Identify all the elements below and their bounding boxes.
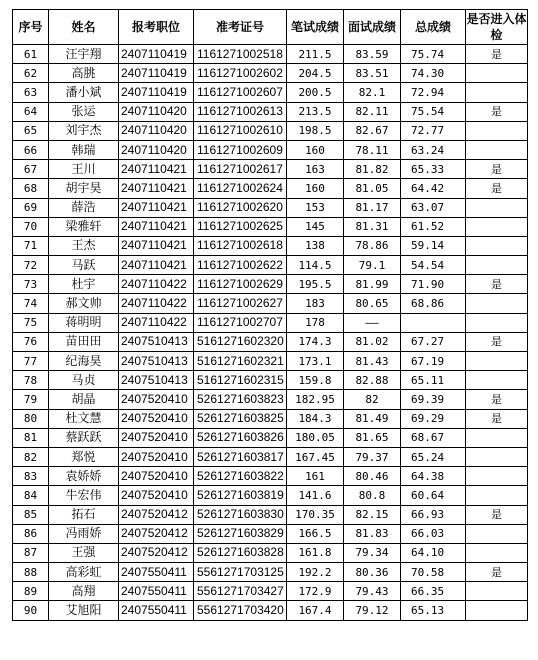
cell-total: 65.13 <box>401 601 466 620</box>
cell-written: 200.5 <box>287 83 344 102</box>
table-row <box>13 179 528 198</box>
table-body <box>13 45 528 621</box>
cell-exam-no: 5261271603817 <box>194 447 287 466</box>
cell-position: 2407110419 <box>119 45 194 64</box>
cell-seq: 89 <box>13 582 49 601</box>
table-row <box>13 428 528 447</box>
header-name: 姓名 <box>49 10 119 45</box>
cell-name: 马贞 <box>49 371 119 390</box>
cell-interview: 81.43 <box>344 352 401 371</box>
cell-exam-no: 1161271002607 <box>194 83 287 102</box>
cell-physical: 是 <box>466 563 528 582</box>
cell-name: 刘宇杰 <box>49 121 119 140</box>
cell-position: 2407110422 <box>119 313 194 332</box>
cell-interview: 78.11 <box>344 140 401 159</box>
cell-written: 167.4 <box>287 601 344 620</box>
cell-seq: 85 <box>13 505 49 524</box>
cell-exam-no: 1161271002617 <box>194 160 287 179</box>
cell-position: 2407510413 <box>119 332 194 351</box>
cell-position: 2407520410 <box>119 390 194 409</box>
cell-name: 蒋明明 <box>49 313 119 332</box>
cell-seq: 77 <box>13 352 49 371</box>
cell-seq: 83 <box>13 467 49 486</box>
cell-exam-no: 5261271603822 <box>194 467 287 486</box>
cell-total <box>401 313 466 332</box>
cell-position: 2407110421 <box>119 179 194 198</box>
cell-seq: 90 <box>13 601 49 620</box>
cell-physical <box>466 294 528 313</box>
cell-physical <box>466 313 528 332</box>
cell-position: 2407110422 <box>119 275 194 294</box>
cell-physical <box>466 352 528 371</box>
cell-exam-no: 1161271002625 <box>194 217 287 236</box>
cell-interview: 80.36 <box>344 563 401 582</box>
cell-exam-no: 5261271603829 <box>194 524 287 543</box>
cell-physical <box>466 83 528 102</box>
table-row <box>13 83 528 102</box>
cell-seq: 87 <box>13 543 49 562</box>
cell-name: 郝文帅 <box>49 294 119 313</box>
cell-exam-no: 5261271603826 <box>194 428 287 447</box>
table-row <box>13 256 528 275</box>
cell-seq: 71 <box>13 236 49 255</box>
cell-written: 160 <box>287 179 344 198</box>
table-row <box>13 543 528 562</box>
header-exam-no: 准考证号 <box>194 10 287 45</box>
cell-position: 2407550411 <box>119 563 194 582</box>
cell-total: 71.90 <box>401 275 466 294</box>
cell-name: 王强 <box>49 543 119 562</box>
cell-exam-no: 1161271002610 <box>194 121 287 140</box>
table-row <box>13 294 528 313</box>
cell-exam-no: 5261271603830 <box>194 505 287 524</box>
cell-interview: 79.34 <box>344 543 401 562</box>
cell-seq: 73 <box>13 275 49 294</box>
cell-position: 2407510413 <box>119 371 194 390</box>
cell-position: 2407110420 <box>119 102 194 121</box>
cell-interview: 79.1 <box>344 256 401 275</box>
cell-name: 杜宇 <box>49 275 119 294</box>
cell-interview: 82.67 <box>344 121 401 140</box>
cell-name: 苗田田 <box>49 332 119 351</box>
cell-exam-no: 1161271002618 <box>194 236 287 255</box>
cell-seq: 80 <box>13 409 49 428</box>
cell-written: 172.9 <box>287 582 344 601</box>
cell-exam-no: 1161271002624 <box>194 179 287 198</box>
cell-interview: 81.17 <box>344 198 401 217</box>
cell-name: 袁娇娇 <box>49 467 119 486</box>
table-row <box>13 160 528 179</box>
cell-total: 60.64 <box>401 486 466 505</box>
table-row <box>13 236 528 255</box>
table-row <box>13 198 528 217</box>
cell-name: 王川 <box>49 160 119 179</box>
cell-position: 2407110419 <box>119 83 194 102</box>
cell-total: 61.52 <box>401 217 466 236</box>
cell-total: 63.24 <box>401 140 466 159</box>
cell-physical: 是 <box>466 275 528 294</box>
cell-interview: 83.51 <box>344 64 401 83</box>
cell-written: 161.8 <box>287 543 344 562</box>
cell-physical: 是 <box>466 409 528 428</box>
cell-total: 72.77 <box>401 121 466 140</box>
cell-name: 冯雨娇 <box>49 524 119 543</box>
header-seq: 序号 <box>13 10 49 45</box>
cell-total: 66.03 <box>401 524 466 543</box>
cell-name: 高翔 <box>49 582 119 601</box>
table-row <box>13 332 528 351</box>
cell-seq: 67 <box>13 160 49 179</box>
header-interview: 面试成绩 <box>344 10 401 45</box>
cell-written: 159.8 <box>287 371 344 390</box>
cell-physical <box>466 217 528 236</box>
cell-exam-no: 1161271002602 <box>194 64 287 83</box>
cell-physical: 是 <box>466 179 528 198</box>
cell-name: 高彩虹 <box>49 563 119 582</box>
cell-position: 2407520410 <box>119 467 194 486</box>
cell-total: 65.33 <box>401 160 466 179</box>
cell-name: 薛浩 <box>49 198 119 217</box>
cell-position: 2407550411 <box>119 582 194 601</box>
header-position: 报考职位 <box>119 10 194 45</box>
cell-interview: 82 <box>344 390 401 409</box>
cell-seq: 84 <box>13 486 49 505</box>
cell-total: 75.74 <box>401 45 466 64</box>
cell-written: 178 <box>287 313 344 332</box>
cell-seq: 70 <box>13 217 49 236</box>
cell-physical <box>466 428 528 447</box>
cell-interview: 82.11 <box>344 102 401 121</box>
cell-position: 2407110421 <box>119 217 194 236</box>
cell-name: 潘小斌 <box>49 83 119 102</box>
cell-interview: 83.59 <box>344 45 401 64</box>
cell-physical <box>466 121 528 140</box>
cell-position: 2407110421 <box>119 256 194 275</box>
cell-position: 2407520410 <box>119 409 194 428</box>
cell-written: 213.5 <box>287 102 344 121</box>
cell-interview: 82.1 <box>344 83 401 102</box>
cell-written: 167.45 <box>287 447 344 466</box>
header-row <box>13 10 528 45</box>
cell-interview: 80.8 <box>344 486 401 505</box>
table-row <box>13 45 528 64</box>
cell-exam-no: 5561271703427 <box>194 582 287 601</box>
table-row <box>13 102 528 121</box>
cell-total: 64.10 <box>401 543 466 562</box>
cell-written: 170.35 <box>287 505 344 524</box>
cell-name: 梁雅轩 <box>49 217 119 236</box>
cell-position: 2407110420 <box>119 140 194 159</box>
cell-total: 72.94 <box>401 83 466 102</box>
cell-physical <box>466 601 528 620</box>
cell-position: 2407110422 <box>119 294 194 313</box>
cell-interview: 81.82 <box>344 160 401 179</box>
cell-total: 67.19 <box>401 352 466 371</box>
cell-interview: —— <box>344 313 401 332</box>
cell-total: 67.27 <box>401 332 466 351</box>
cell-position: 2407520410 <box>119 486 194 505</box>
header-physical: 是否进入体检 <box>466 10 528 45</box>
cell-name: 张运 <box>49 102 119 121</box>
cell-name: 杜文慧 <box>49 409 119 428</box>
cell-exam-no: 5261271603819 <box>194 486 287 505</box>
cell-name: 蔡跃跃 <box>49 428 119 447</box>
cell-exam-no: 5561271703125 <box>194 563 287 582</box>
cell-exam-no: 1161271002707 <box>194 313 287 332</box>
cell-total: 59.14 <box>401 236 466 255</box>
cell-total: 74.30 <box>401 64 466 83</box>
table-row <box>13 313 528 332</box>
cell-position: 2407520410 <box>119 447 194 466</box>
cell-interview: 79.43 <box>344 582 401 601</box>
cell-physical <box>466 64 528 83</box>
cell-physical <box>466 140 528 159</box>
cell-seq: 76 <box>13 332 49 351</box>
table-row <box>13 524 528 543</box>
cell-name: 纪海昊 <box>49 352 119 371</box>
cell-position: 2407520410 <box>119 428 194 447</box>
cell-name: 王杰 <box>49 236 119 255</box>
table-row <box>13 140 528 159</box>
cell-physical <box>466 524 528 543</box>
cell-seq: 75 <box>13 313 49 332</box>
cell-name: 牛宏伟 <box>49 486 119 505</box>
cell-exam-no: 5561271703420 <box>194 601 287 620</box>
cell-physical <box>466 256 528 275</box>
cell-name: 高朓 <box>49 64 119 83</box>
cell-seq: 82 <box>13 447 49 466</box>
cell-interview: 82.15 <box>344 505 401 524</box>
cell-written: 145 <box>287 217 344 236</box>
header-total: 总成绩 <box>401 10 466 45</box>
cell-written: 160 <box>287 140 344 159</box>
cell-seq: 86 <box>13 524 49 543</box>
cell-seq: 74 <box>13 294 49 313</box>
cell-interview: 81.65 <box>344 428 401 447</box>
cell-exam-no: 1161271002609 <box>194 140 287 159</box>
cell-exam-no: 1161271002629 <box>194 275 287 294</box>
cell-exam-no: 5161271602320 <box>194 332 287 351</box>
cell-total: 64.42 <box>401 179 466 198</box>
cell-total: 69.29 <box>401 409 466 428</box>
table-row <box>13 371 528 390</box>
cell-name: 拓石 <box>49 505 119 524</box>
table-row <box>13 217 528 236</box>
score-table <box>12 9 528 621</box>
cell-interview: 80.46 <box>344 467 401 486</box>
cell-seq: 64 <box>13 102 49 121</box>
cell-physical <box>466 582 528 601</box>
cell-physical <box>466 236 528 255</box>
cell-name: 艾旭阳 <box>49 601 119 620</box>
cell-written: 166.5 <box>287 524 344 543</box>
cell-interview: 82.88 <box>344 371 401 390</box>
cell-position: 2407110421 <box>119 236 194 255</box>
cell-total: 65.24 <box>401 447 466 466</box>
cell-written: 211.5 <box>287 45 344 64</box>
cell-seq: 72 <box>13 256 49 275</box>
cell-physical <box>466 371 528 390</box>
cell-seq: 66 <box>13 140 49 159</box>
cell-written: 182.95 <box>287 390 344 409</box>
cell-interview: 81.05 <box>344 179 401 198</box>
cell-interview: 79.12 <box>344 601 401 620</box>
cell-total: 68.86 <box>401 294 466 313</box>
cell-exam-no: 1161271002627 <box>194 294 287 313</box>
cell-exam-no: 1161271002518 <box>194 45 287 64</box>
cell-position: 2407520412 <box>119 505 194 524</box>
cell-physical: 是 <box>466 332 528 351</box>
cell-seq: 69 <box>13 198 49 217</box>
cell-total: 54.54 <box>401 256 466 275</box>
cell-seq: 79 <box>13 390 49 409</box>
cell-total: 69.39 <box>401 390 466 409</box>
cell-name: 胡晶 <box>49 390 119 409</box>
table-row <box>13 505 528 524</box>
cell-name: 胡宇昊 <box>49 179 119 198</box>
cell-exam-no: 5261271603823 <box>194 390 287 409</box>
cell-exam-no: 5161271602321 <box>194 352 287 371</box>
cell-position: 2407110421 <box>119 160 194 179</box>
cell-total: 70.58 <box>401 563 466 582</box>
cell-physical: 是 <box>466 160 528 179</box>
cell-physical <box>466 486 528 505</box>
cell-interview: 79.37 <box>344 447 401 466</box>
table-row <box>13 64 528 83</box>
cell-written: 138 <box>287 236 344 255</box>
cell-name: 韩瑞 <box>49 140 119 159</box>
cell-name: 郑悦 <box>49 447 119 466</box>
cell-seq: 68 <box>13 179 49 198</box>
cell-seq: 88 <box>13 563 49 582</box>
cell-total: 64.38 <box>401 467 466 486</box>
cell-physical <box>466 447 528 466</box>
cell-exam-no: 1161271002620 <box>194 198 287 217</box>
cell-written: 141.6 <box>287 486 344 505</box>
cell-position: 2407550411 <box>119 601 194 620</box>
cell-exam-no: 1161271002622 <box>194 256 287 275</box>
table-row <box>13 601 528 620</box>
cell-physical <box>466 467 528 486</box>
cell-written: 195.5 <box>287 275 344 294</box>
cell-exam-no: 5261271603828 <box>194 543 287 562</box>
cell-written: 174.3 <box>287 332 344 351</box>
cell-position: 2407110419 <box>119 64 194 83</box>
table-row <box>13 121 528 140</box>
cell-name: 马跃 <box>49 256 119 275</box>
cell-total: 66.93 <box>401 505 466 524</box>
cell-physical: 是 <box>466 390 528 409</box>
cell-written: 163 <box>287 160 344 179</box>
cell-written: 180.05 <box>287 428 344 447</box>
cell-exam-no: 5161271602315 <box>194 371 287 390</box>
cell-written: 161 <box>287 467 344 486</box>
cell-exam-no: 5261271603825 <box>194 409 287 428</box>
cell-interview: 81.99 <box>344 275 401 294</box>
cell-interview: 81.83 <box>344 524 401 543</box>
cell-seq: 78 <box>13 371 49 390</box>
cell-physical: 是 <box>466 505 528 524</box>
cell-interview: 81.02 <box>344 332 401 351</box>
cell-written: 183 <box>287 294 344 313</box>
cell-written: 173.1 <box>287 352 344 371</box>
cell-physical: 是 <box>466 45 528 64</box>
cell-seq: 81 <box>13 428 49 447</box>
table-row <box>13 582 528 601</box>
cell-interview: 81.49 <box>344 409 401 428</box>
cell-seq: 65 <box>13 121 49 140</box>
cell-interview: 80.65 <box>344 294 401 313</box>
cell-position: 2407520412 <box>119 524 194 543</box>
cell-position: 2407110420 <box>119 121 194 140</box>
cell-exam-no: 1161271002613 <box>194 102 287 121</box>
table-row <box>13 563 528 582</box>
table-row <box>13 275 528 294</box>
cell-total: 65.11 <box>401 371 466 390</box>
cell-physical: 是 <box>466 102 528 121</box>
table-row <box>13 467 528 486</box>
cell-written: 114.5 <box>287 256 344 275</box>
cell-written: 184.3 <box>287 409 344 428</box>
cell-physical <box>466 543 528 562</box>
cell-total: 66.35 <box>401 582 466 601</box>
table-row <box>13 409 528 428</box>
cell-position: 2407110421 <box>119 198 194 217</box>
cell-seq: 62 <box>13 64 49 83</box>
cell-total: 75.54 <box>401 102 466 121</box>
cell-name: 汪宇翔 <box>49 45 119 64</box>
cell-total: 63.07 <box>401 198 466 217</box>
cell-interview: 78.86 <box>344 236 401 255</box>
cell-written: 153 <box>287 198 344 217</box>
cell-position: 2407520412 <box>119 543 194 562</box>
cell-seq: 61 <box>13 45 49 64</box>
table-row <box>13 390 528 409</box>
cell-position: 2407510413 <box>119 352 194 371</box>
cell-total: 68.67 <box>401 428 466 447</box>
cell-written: 198.5 <box>287 121 344 140</box>
cell-written: 204.5 <box>287 64 344 83</box>
cell-seq: 63 <box>13 83 49 102</box>
cell-physical <box>466 198 528 217</box>
table-row <box>13 447 528 466</box>
cell-written: 192.2 <box>287 563 344 582</box>
table-row <box>13 352 528 371</box>
header-written: 笔试成绩 <box>287 10 344 45</box>
cell-interview: 81.31 <box>344 217 401 236</box>
table-row <box>13 486 528 505</box>
